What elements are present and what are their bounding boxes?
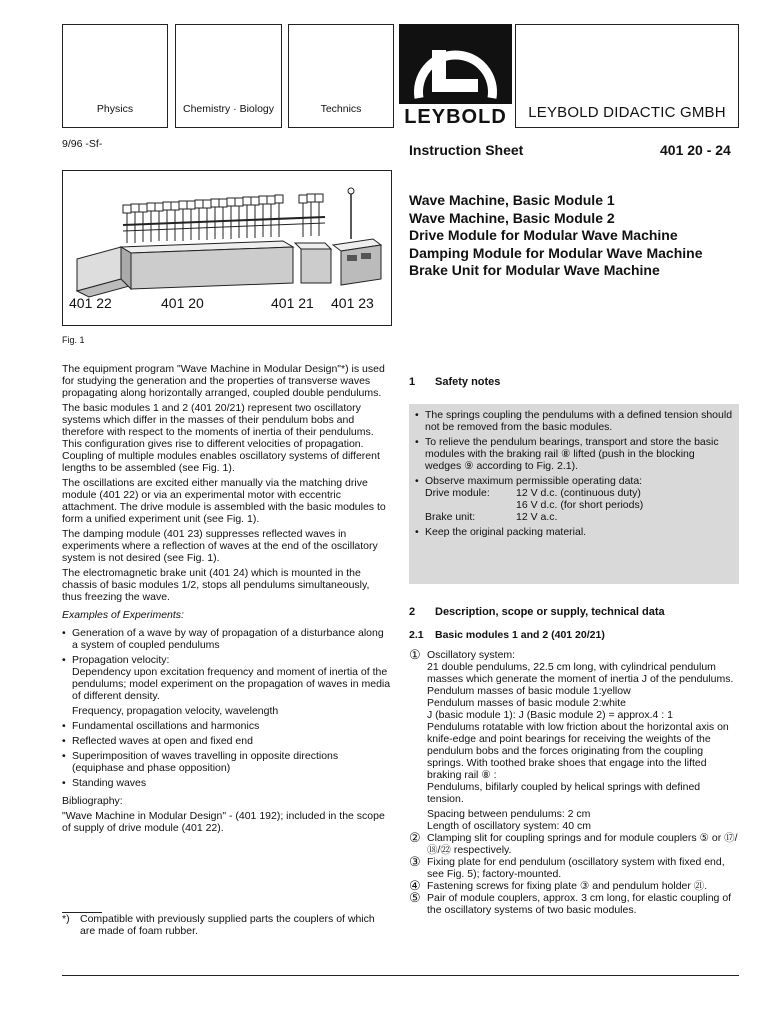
product-title: Wave Machine, Basic Module 1 [409,192,615,208]
section-title: Description, scope or supply, technical data [435,606,665,618]
operating-data-row [425,511,733,523]
product-title: Damping Module for Modular Wave Machine [409,244,703,261]
safety-note-title: • Observe maximum permissible operating data: [425,475,643,487]
intro-paragraph: The electromagnetic brake unit (401 24) which is mounted in the chassis of basic modules 1/2, stops all pendulums simultaneously, thus freezing the wave. [62,567,370,603]
header-box-label: Technics [320,103,362,115]
bottom-divider [62,975,739,976]
component-item [409,880,739,892]
operating-data-label: Brake unit: [425,511,476,523]
example-item: • Reflected waves at open and fixed end [62,735,392,747]
header-box-label: Physics [96,103,134,115]
example-item: • Standing waves [62,777,392,789]
component-line: Fastening screws for fixing plate ③ and pendulum holder ㉑. [427,880,708,892]
component-line: Spacing between pendulums: 2 cm [427,808,591,820]
subsection-title: Basic modules 1 and 2 (401 20/21) [435,629,605,641]
component-line: Pendulums rotatable with low friction about the horizontal axis on knife-edge and point bearings for receiving the weights of the pendulum bobs and the forces originating from the coupling springs. With toothed brake shoes that engage into the lifted braking rail ⑧ : [427,721,729,781]
operating-data-row [425,499,733,511]
intro-paragraph: The oscillations are excited either manually via the matching drive module (401 22) or via an experimental motor with eccentric attachment. The drive module is assembled with the basic modules to form a unified experiment unit (see Fig. 1). [62,477,386,525]
figure-label: 401 23 [331,295,374,311]
bibliography-label: Bibliography: [62,795,123,807]
operating-data-label: Drive module: [425,487,490,499]
figure-label: 401 22 [69,295,112,311]
safety-notes-box [409,404,739,584]
footnote [62,913,392,937]
header-box-physics [62,24,168,128]
operating-data-value: 12 V a.c. [516,511,558,523]
component-number: ① [409,647,421,662]
date-code: 9/96 -Sf- [62,138,103,150]
section-number: 1 [409,376,416,388]
component-line: J (basic module 1): J (Basic module 2) = approx.4 : 1 [427,709,673,721]
operating-data-row [425,487,733,499]
component-line: Pendulum masses of basic module 2:white [427,697,627,709]
safety-note [415,475,733,523]
header-box-technics [288,24,394,128]
product-titles [409,192,703,280]
figure-label: 401 20 [161,295,204,311]
component-number: ③ [409,854,421,869]
header-box-chemistry [175,24,282,128]
example-item: • Superimposition of waves travelling in opposite directions (equiphase and phase opposition) [62,750,392,774]
section-title: Safety notes [435,376,501,388]
example-item-title: • Propagation velocity: [72,654,170,666]
footnote-text: Compatible with previously supplied parts the couplers of which are made of foam rubber. [80,913,375,937]
left-column [62,363,392,837]
article-number: 401 20 - 24 [660,142,731,158]
intro-paragraph: The equipment program "Wave Machine in Modular Design"*) is used for studying the generation and the properties of transverse waves propagating along horizontally arranged, coupled double pendulums. [62,363,385,399]
component-item [409,892,739,916]
component-item [409,832,739,856]
product-title: Drive Module for Modular Wave Machine [409,227,678,243]
safety-note: • The springs coupling the pendulums with a defined tension should not be removed from the basic modules. [415,409,733,433]
component-item [409,856,739,880]
example-item [62,654,392,717]
component-line: Pendulums, bifilarly coupled by helical springs with defined tension. [427,781,701,805]
intro-paragraph: The damping module (401 23) suppresses reflected waves in experiments where a reflection of waves at the end of the oscillatory system is not desired (see Fig. 1). [62,528,378,564]
operating-data-value: 12 V d.c. (continuous duty) [516,487,641,499]
component-line: Pair of module couplers, approx. 3 cm long, for elastic coupling of the oscillatory systems of two basic modules. [427,892,732,916]
safety-note: • Keep the original packing material. [415,526,733,538]
example-item-detail: Dependency upon excitation frequency and moment of inertia of the pendulums; model experiment on the propagation of waves in media of different density. [72,666,391,702]
section-heading-safety [409,376,500,388]
operating-data-value: 16 V d.c. (for short periods) [516,499,644,511]
component-line: 21 double pendulums, 22.5 cm long, with cylindrical pendulum masses which generate the moment of inertia J of the pendulums. [427,661,734,685]
component-list [409,649,739,916]
intro-paragraph: The basic modules 1 and 2 (401 20/21) represent two oscillatory systems which differ in the masses of their pendulum bobs and therefore with respect to the moments of inertia of their pendulums. This configuration gives rise to different velocities of propagation. Coupling of multiple modules enables oscillatory systems of different lengths to be assembled (see Fig. 1). [62,402,380,474]
component-line: Fixing plate for end pendulum (oscillatory system with fixed end, see Fig. 5); factory-mounted. [427,856,725,880]
section-heading-description [409,606,665,618]
footnote-mark: *) [62,913,70,925]
bibliography-text: "Wave Machine in Modular Design" - (401 192); included in the scope of supply of drive module (401 22). [62,810,385,834]
header-box-label: Chemistry · Biology [182,103,275,115]
component-line: Clamping slit for coupling springs and for module couplers ⑤ or ⑰/⑱/㉒ respectively. [427,832,738,856]
subsection-number: 2.1 [409,629,424,641]
component-line: Length of oscillatory system: 40 cm [427,820,591,832]
component-number: ④ [409,878,421,893]
example-item-detail: Frequency, propagation velocity, wavelength [72,705,279,717]
examples-heading: Examples of Experiments: [62,609,184,621]
company-box [515,24,739,128]
section-number: 2 [409,606,416,618]
product-title: Wave Machine, Basic Module 2 [409,209,615,226]
leybold-logo [399,24,512,128]
example-item: • Fundamental oscillations and harmonics [62,720,392,732]
company-name: LEYBOLD DIDACTIC GMBH [528,104,726,121]
component-line: Pendulum masses of basic module 1:yellow [427,685,631,697]
component-number: ② [409,830,421,845]
component-line: Oscillatory system: [427,649,516,661]
example-item: • Generation of a wave by way of propagation of a disturbance along a system of coupled pendulums [62,627,392,651]
safety-note: • To relieve the pendulum bearings, transport and store the basic modules with the braking rail ⑧ lifted (push in the blocking wedges ⑨ according to Fig. 2.1). [415,436,733,472]
logo-wordmark: LEYBOLD [404,106,507,128]
figure-caption: Fig. 1 [62,335,85,345]
product-title: Brake Unit for Modular Wave Machine [409,262,660,278]
figure-label: 401 21 [271,295,314,311]
figure-1 [62,170,392,326]
sheet-label: Instruction Sheet [409,142,524,158]
component-number: ⑤ [409,890,421,905]
subsection-heading [409,629,605,641]
component-item [409,649,739,832]
